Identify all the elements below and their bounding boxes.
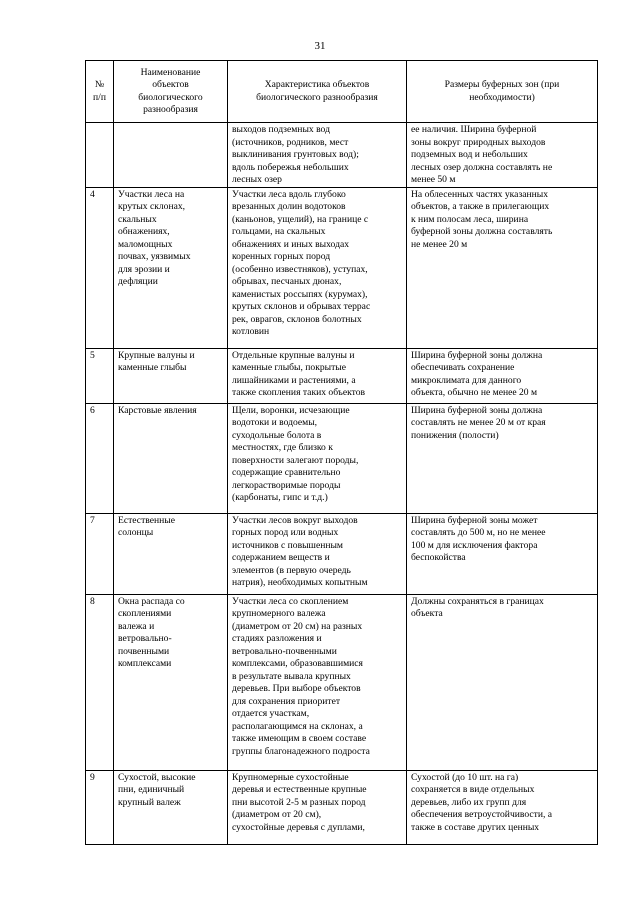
row-number: 5 <box>86 348 114 403</box>
table-header-row <box>86 61 598 123</box>
row-number: 9 <box>86 770 114 844</box>
row-buffer-zone: На облесенных частях указанных объектов, а также в прилегающих к ним полосам леса, ширина буферной зоны должна составлять не менее 20 м <box>407 187 598 348</box>
header-characteristic: Характеристика объектов биологического разнообразия <box>228 61 407 123</box>
row-object-name: Крупные валуны и каменные глыбы <box>114 348 228 403</box>
header-number: № п/п <box>86 61 114 123</box>
header-object-name: Наименование объектов биологического разнообразия <box>114 61 228 123</box>
row-object-name <box>114 123 228 188</box>
row-buffer-zone: ее наличия. Ширина буферной зоны вокруг природных выходов подземных вод и небольших лесных озер должна составлять не менее 50 м <box>407 123 598 188</box>
row-object-name: Естественные солонцы <box>114 513 228 594</box>
row-characteristic: Крупномерные сухостойные деревья и естественные крупные пни высотой 2-5 м разных пород (диаметром от 20 см), сухостойные деревья с дуплами, <box>228 770 407 844</box>
header-buffer-zone: Размеры буферных зон (при необходимости) <box>407 61 598 123</box>
row-number: 6 <box>86 403 114 513</box>
row-number: 7 <box>86 513 114 594</box>
table-row <box>86 123 598 188</box>
row-characteristic: Отдельные крупные валуны и каменные глыбы, покрытые лишайниками и растениями, а также скопления таких объектов <box>228 348 407 403</box>
row-object-name: Окна распада со скоплениями валежа и ветровально- почвенными комплексами <box>114 594 228 770</box>
row-buffer-zone: Ширина буферной зоны должна составлять не менее 20 м от края понижения (полости) <box>407 403 598 513</box>
row-object-name: Карстовые явления <box>114 403 228 513</box>
table-row <box>86 594 598 770</box>
table-row <box>86 348 598 403</box>
row-number: 4 <box>86 187 114 348</box>
row-buffer-zone: Ширина буферной зоны может составлять до 500 м, но не менее 100 м для исключения фактора беспокойства <box>407 513 598 594</box>
table-row <box>86 513 598 594</box>
row-buffer-zone: Ширина буферной зоны должна обеспечивать сохранение микроклимата для данного объекта, обычно не менее 20 м <box>407 348 598 403</box>
table-row <box>86 187 598 348</box>
row-characteristic: Щели, воронки, исчезающие водотоки и водоемы, суходольные болота в местностях, где близко к поверхности залегают породы, содержащие сравнительно легкорастворимые породы (карбонаты, гипс и т.д.) <box>228 403 407 513</box>
row-number: 8 <box>86 594 114 770</box>
row-characteristic: Участки леса со скоплением крупномерного валежа (диаметром от 20 см) на разных стадиях разложения и ветровально-почвенными комплексами, образовавшимися в результате вывала крупных деревьев. При выборе объектов для сохранения приоритет отдается участкам, располагающимся на склонах, а также имеющим в своем составе группы благонадежного подроста <box>228 594 407 770</box>
row-buffer-zone: Сухостой (до 10 шт. на га) сохраняется в виде отдельных деревьев, либо их групп для обеспечения ветроустойчивости, а также в составе других ценных <box>407 770 598 844</box>
table-row <box>86 403 598 513</box>
row-object-name: Сухостой, высокие пни, единичный крупный валеж <box>114 770 228 844</box>
row-number <box>86 123 114 188</box>
table-row <box>86 770 598 844</box>
page-number: 31 <box>314 40 326 52</box>
row-object-name: Участки леса на крутых склонах, скальных обнажениях, маломощных почвах, уязвимых для эрозии и дефляции <box>114 187 228 348</box>
row-buffer-zone: Должны сохраняться в границах объекта <box>407 594 598 770</box>
biodiversity-table <box>85 60 598 845</box>
row-characteristic: выходов подземных вод (источников, родников, мест выклинивания грунтовых вод); вдоль побережья небольших лесных озер <box>228 123 407 188</box>
row-characteristic: Участки лесов вокруг выходов горных пород или водных источников с повышенным содержанием веществ и элементов (в первую очередь натрия), необходимых копытным <box>228 513 407 594</box>
row-characteristic: Участки леса вдоль глубоко врезанных долин водотоков (каньонов, ущелий), на границе с гольцами, на скальных обнажениях и иных выходах коренных горных пород (особенно известняков), уступах, обрывах, песчаных дюнах, каменистых россыпях (курумах), крутых склонов и обрывах террас рек, оврагов, склонов болотных котловин <box>228 187 407 348</box>
